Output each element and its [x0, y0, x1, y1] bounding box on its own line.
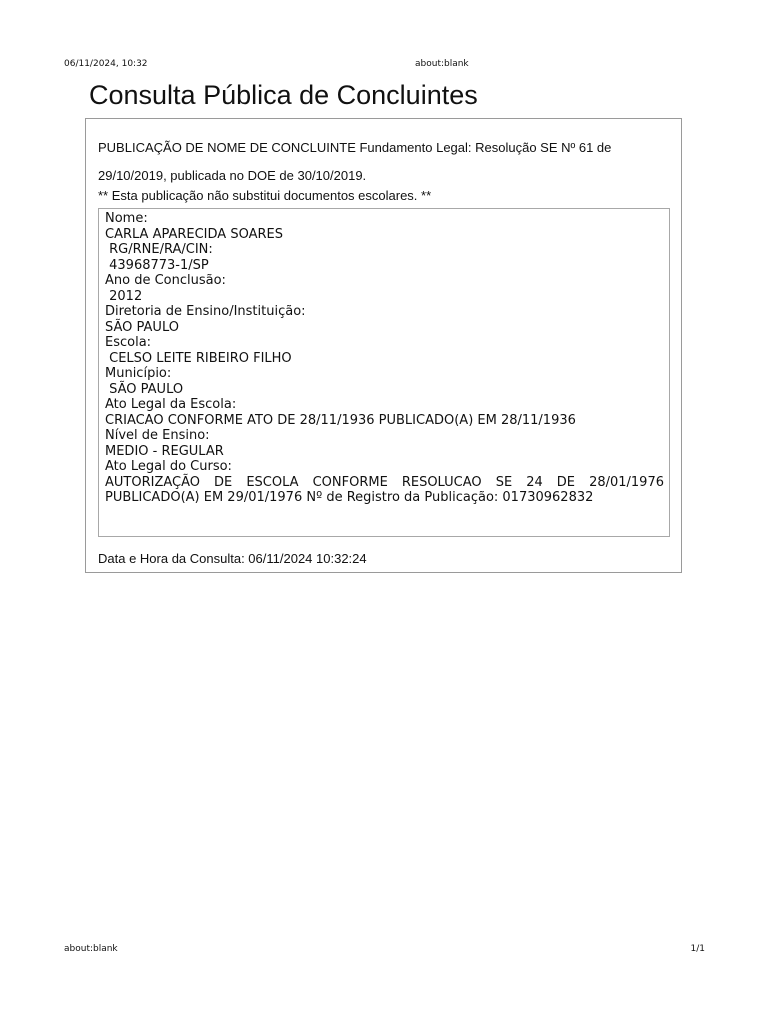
print-footer-url: about:blank [64, 944, 118, 954]
print-header-url: about:blank [415, 59, 469, 69]
ano-conclusao-label: Ano de Conclusão: [105, 273, 226, 288]
ato-escola-value: CRIACAO CONFORME ATO DE 28/11/1936 PUBLICADO(A) EM 28/11/1936 [105, 412, 576, 428]
ano-conclusao-value: 2012 [105, 288, 143, 304]
rg-value: 43968773-1/SP [105, 257, 209, 273]
nome-label: Nome: [105, 211, 148, 226]
print-footer-page: 1/1 [690, 944, 705, 954]
ato-curso-value: AUTORIZAÇÃO DE ESCOLA CONFORME RESOLUCAO SE 24 DE 28/01/1976 PUBLICADO(A) EM 29/01/1976 Nº de Registro da Publicação: 01730962832 [105, 474, 664, 505]
ato-escola-label: Ato Legal da Escola: [105, 397, 237, 412]
nivel-ensino-value: MEDIO - REGULAR [105, 443, 224, 459]
escola-label: Escola: [105, 335, 152, 350]
escola-value: CELSO LEITE RIBEIRO FILHO [105, 350, 292, 366]
rg-label: RG/RNE/RA/CIN: [105, 242, 213, 257]
ato-curso-label: Ato Legal do Curso: [105, 459, 232, 474]
consulta-datetime: Data e Hora da Consulta: 06/11/2024 10:32:24 [98, 551, 367, 566]
nome-value: CARLA APARECIDA SOARES [105, 226, 283, 242]
graduate-record [98, 208, 670, 537]
print-header-datetime: 06/11/2024, 10:32 [64, 59, 148, 69]
municipio-label: Município: [105, 366, 172, 381]
publication-text: PUBLICAÇÃO DE NOME DE CONCLUINTE Fundamento Legal: Resolução SE Nº 61 de 29/10/2019, publicada no DOE de 30/10/2019. [98, 140, 612, 183]
municipio-value: SÃO PAULO [105, 381, 184, 397]
diretoria-label: Diretoria de Ensino/Instituição: [105, 304, 306, 319]
page-title: Consulta Pública de Concluintes [89, 80, 478, 110]
nivel-ensino-label: Nível de Ensino: [105, 428, 210, 443]
publication-panel [85, 118, 682, 573]
diretoria-value: SÃO PAULO [105, 319, 179, 335]
publication-disclaimer: ** Esta publicação não substitui documentos escolares. ** [98, 188, 432, 203]
